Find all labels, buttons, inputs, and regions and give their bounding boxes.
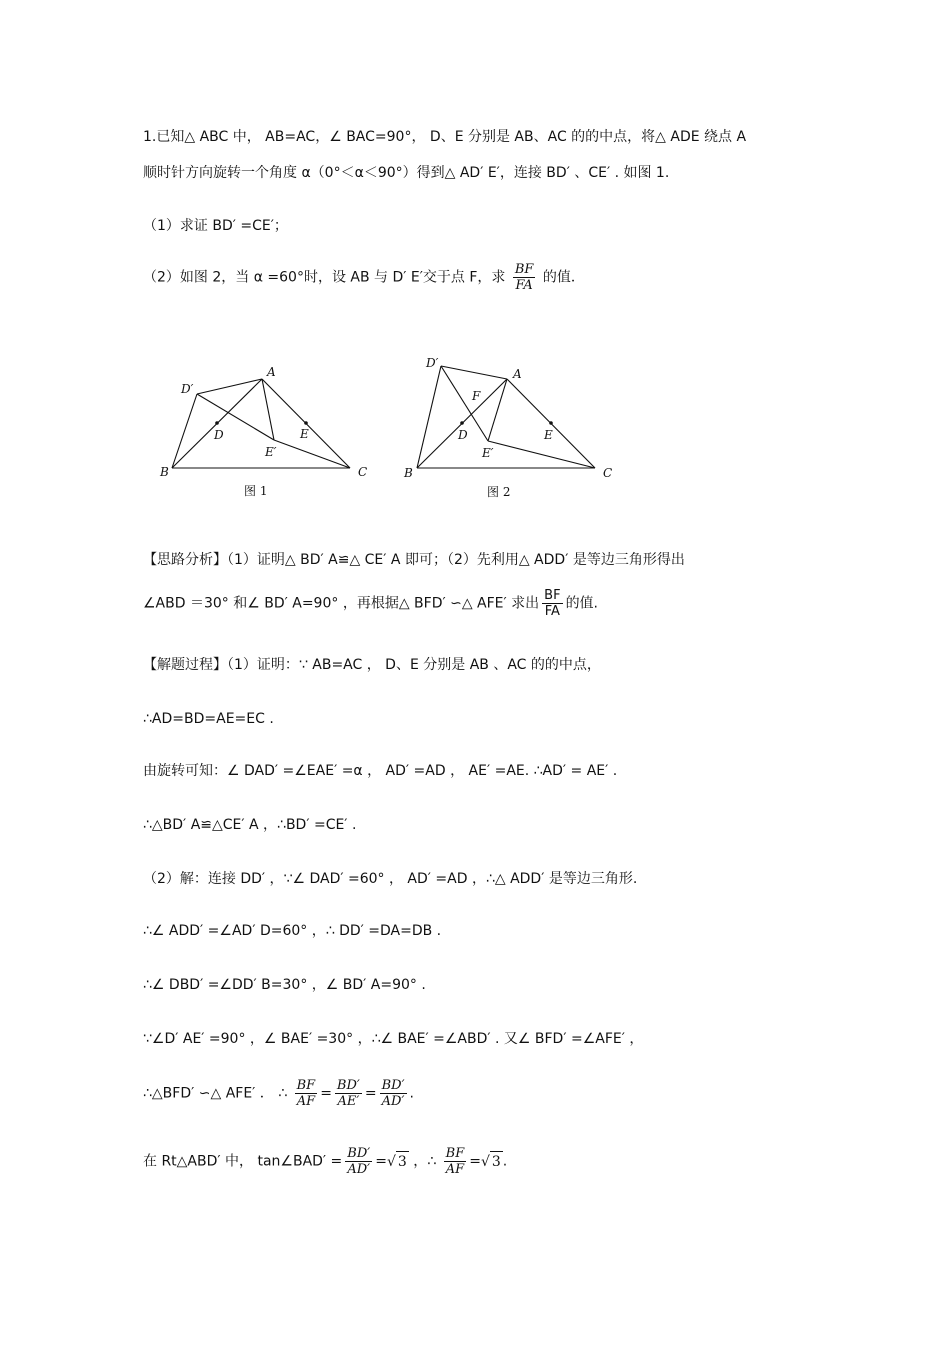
ratio-bf-af xyxy=(295,1078,318,1109)
segment-e-prime-c xyxy=(274,440,350,468)
point-d xyxy=(215,421,219,425)
fraction-numerator: BF xyxy=(296,1078,316,1093)
fraction-numerator: BF xyxy=(544,588,561,603)
solution-line-9 xyxy=(143,1078,414,1109)
segment-d-prime-a xyxy=(197,379,262,394)
point-e xyxy=(304,421,308,425)
label-e-prime: E′ xyxy=(265,445,277,459)
figure-2 xyxy=(395,350,625,505)
square-root: √ 3 xyxy=(481,1151,503,1172)
fraction-denominator: FA xyxy=(544,604,560,619)
figure-1-caption: 图 1 xyxy=(244,484,268,498)
question-2-suffix: 的值． xyxy=(542,269,585,286)
label-a: A xyxy=(267,365,276,379)
analysis-line-2-suffix: 的值. xyxy=(565,595,599,612)
label-d-prime: D′ xyxy=(426,356,439,370)
ratio-bd-prime-ad-prime xyxy=(380,1078,407,1109)
equals-sign: = xyxy=(320,1085,332,1102)
label-d-prime: D′ xyxy=(181,382,194,396)
label-c: C xyxy=(358,465,368,479)
solution-line-1: 【解题过程】（1）证明：∵ AB=AC ， D、E 分别是 AB 、AC 的的中点， xyxy=(143,657,601,673)
fraction-numerator: BF xyxy=(445,1146,465,1161)
solution-line-10-prefix: 在 Rt△ABD′ 中， tan∠BAD′ = xyxy=(143,1153,343,1170)
equals-sign: = xyxy=(469,1153,481,1170)
segment-d-prime-a xyxy=(441,366,507,379)
solution-line-10-mid: ，∴ xyxy=(413,1153,437,1170)
label-a: A xyxy=(513,367,522,381)
radicand: 3 xyxy=(490,1151,503,1172)
label-b: B xyxy=(160,465,169,479)
label-f: F xyxy=(472,389,481,403)
segment-e-prime-c xyxy=(488,441,595,468)
ratio-bf-fa xyxy=(513,262,536,293)
question-2 xyxy=(143,262,585,293)
segment-bd-prime xyxy=(417,366,441,468)
ratio-bd-prime-ae-prime xyxy=(335,1078,362,1109)
solution-line-10-suffix: . xyxy=(502,1153,508,1170)
figure-2-caption: 图 2 xyxy=(487,485,511,499)
fraction-denominator: AE′ xyxy=(337,1094,360,1109)
figure-1-lines xyxy=(172,379,350,468)
fraction-denominator: AF xyxy=(296,1094,316,1109)
radicand: 3 xyxy=(396,1151,409,1172)
solution-line-6: ∴∠ ADD′ =∠AD′ D=60° ，∴ DD′ =DA=DB . xyxy=(143,923,442,939)
fraction-denominator: FA xyxy=(515,278,533,293)
fraction-numerator: BD′ xyxy=(381,1078,405,1093)
fraction-numerator: BD′ xyxy=(336,1078,360,1093)
label-d: D xyxy=(458,428,468,442)
solution-line-9-prefix: ∴△BFD′ ∽△ AFE′ ． ∴ xyxy=(143,1085,288,1102)
solution-line-8: ∵∠D′ AE′ =90° ，∠ BAE′ =30° ，∴∠ BAE′ =∠ABD′ . 又∠ BFD′ =∠AFE′ ， xyxy=(143,1031,644,1047)
solution-line-4: ∴△BD′ A≌△CE′ A ，∴BD′ =CE′ . xyxy=(143,817,357,833)
analysis-line-2-prefix: ∠ABD ＝30° 和∠ BD′ A=90° ，再根据△ BFD′ ∽△ AFE′ 求出 xyxy=(143,595,540,612)
fraction-denominator: AD′ xyxy=(381,1094,405,1109)
solution-line-3: 由旋转可知：∠ DAD′ =∠EAE′ =α ， AD′ =AD ， AE′ =AE. ∴AD′ = AE′ . xyxy=(143,763,618,779)
fraction-denominator: AF xyxy=(445,1162,465,1177)
question-2-prefix: （2）如图 2，当 α =60°时，设 AB 与 D′ E′交于点 F，求 xyxy=(143,269,506,286)
label-e: E xyxy=(544,428,553,442)
segment-d-prime-e-prime xyxy=(197,394,274,440)
segment-a-e-prime xyxy=(262,379,274,440)
label-e-prime: E′ xyxy=(482,446,494,460)
ratio-bd-prime-ad-prime xyxy=(345,1146,372,1177)
label-e: E xyxy=(300,427,309,441)
problem-line-2: 顺时针方向旋转一个角度 α（0°＜α＜90°）得到△ AD′ E′，连接 BD′ 、CE′ . 如图 1. xyxy=(143,165,670,181)
solution-line-10 xyxy=(143,1146,507,1177)
square-root: √ 3 xyxy=(387,1151,409,1172)
analysis-line-1: 【思路分析】（1）证明△ BD′ A≌△ CE′ A 即可；（2）先利用△ ADD′ 是等边三角形得出 xyxy=(143,552,685,568)
point-d xyxy=(460,421,464,425)
fraction-denominator: AD′ xyxy=(347,1162,371,1177)
solution-line-7: ∴∠ DBD′ =∠DD′ B=30° ，∠ BD′ A=90° . xyxy=(143,977,426,993)
label-b: B xyxy=(404,466,413,480)
fraction-numerator: BD′ xyxy=(347,1146,371,1161)
fraction-numerator: BF xyxy=(514,262,534,277)
ratio-bf-fa xyxy=(542,588,562,619)
problem-line-1: 1.已知△ ABC 中， AB=AC，∠ BAC=90°， D、E 分别是 AB、AC 的的中点，将△ ADE 绕点 A xyxy=(143,129,747,145)
equals-sign: = xyxy=(364,1085,377,1102)
analysis-line-2 xyxy=(143,588,598,619)
ratio-bf-af xyxy=(444,1146,467,1177)
equals-sign: = xyxy=(375,1153,387,1170)
figure-1 xyxy=(150,355,380,505)
solution-line-9-suffix: . xyxy=(409,1085,414,1102)
label-d: D xyxy=(214,428,224,442)
solution-line-5: （2）解：连接 DD′ ，∵∠ DAD′ =60° ， AD′ =AD ，∴△ ADD′ 是等边三角形. xyxy=(143,871,638,887)
segment-bd-prime xyxy=(172,394,197,468)
point-e xyxy=(549,421,553,425)
label-c: C xyxy=(603,466,613,480)
solution-line-2: ∴AD=BD=AE=EC . xyxy=(143,711,274,727)
figure-2-lines xyxy=(417,366,595,468)
question-1: （1）求证 BD′ =CE′； xyxy=(143,218,288,234)
